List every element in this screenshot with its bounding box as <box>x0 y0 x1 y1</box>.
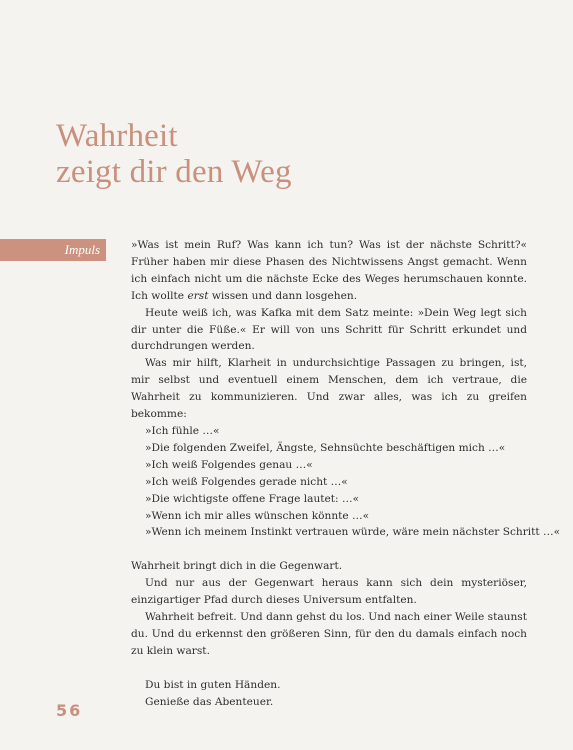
body-text <box>131 237 561 711</box>
list-item: »Die folgenden Zweifel, Ängste, Sehnsüchte beschäftigen mich …« <box>145 441 506 454</box>
section-label: Impuls <box>64 242 100 257</box>
list-item: »Ich weiß Folgendes gerade nicht …« <box>145 475 348 488</box>
list-item: »Wenn ich meinem Instinkt vertrauen würde, wäre mein nächster Schritt …« <box>145 526 561 539</box>
paragraph-gap <box>131 660 527 677</box>
closing-line-1: Du bist in guten Händen. <box>145 678 281 691</box>
paragraph-gap <box>131 541 527 558</box>
closing-line-2: Genieße das Abenteuer. <box>145 695 274 708</box>
paragraph-3: Was mir hilft, Klarheit in undurchsichtige Passagen zu bringen, ist, mir selbst und eventuell einem Menschen, dem ich vertraue, die Wahrheit zu kommunizieren. Und zwar alles, was ich zu greifen bekomme: <box>131 357 527 421</box>
paragraph-4: Wahrheit bringt dich in die Gegenwart. <box>131 560 343 573</box>
paragraph-5: Und nur aus der Gegenwart heraus kann sich dein mysteriöser, einzigartiger Pfad durch dieses Universum entfalten. <box>131 577 527 607</box>
paragraph-2: Heute weiß ich, was Kafka mit dem Satz meinte: »Dein Weg legt sich dir unter die Füße.« Er will von uns Schritt für Schritt erkundet und durchdrungen werden. <box>131 306 527 353</box>
paragraph-1-emphasis: erst <box>187 289 209 302</box>
paragraph-1-text: »Was ist mein Ruf? Was kann ich tun? Was ist der nächste Schritt?« Früher haben mir diese Phasen des Nichtwissens Angst gemacht. Wenn ich einfach nicht um die nächste Ecke des Weges herumschauen konnte. Ich wollte <box>131 239 527 302</box>
page-title <box>56 118 292 190</box>
paragraph-1-end: wissen und dann losgehen. <box>208 289 358 302</box>
list-item: »Wenn ich mir alles wünschen könnte …« <box>145 509 370 522</box>
page-title-line-2: zeigt dir den Weg <box>56 154 292 190</box>
list-item: »Die wichtigste offene Frage lautet: …« <box>145 492 360 505</box>
section-label-bar <box>0 239 106 261</box>
paragraph-1 <box>131 237 527 305</box>
page-title-line-1: Wahrheit <box>56 118 178 154</box>
list-item: »Ich fühle …« <box>145 424 220 437</box>
list-item: »Ich weiß Folgendes genau …« <box>145 458 313 471</box>
paragraph-6: Wahrheit befreit. Und dann gehst du los. Und nach einer Weile staunst du. Und du erkennst den größeren Sinn, für den du damals einfach noch zu klein warst. <box>131 611 527 657</box>
page-number: 56 <box>56 701 83 720</box>
